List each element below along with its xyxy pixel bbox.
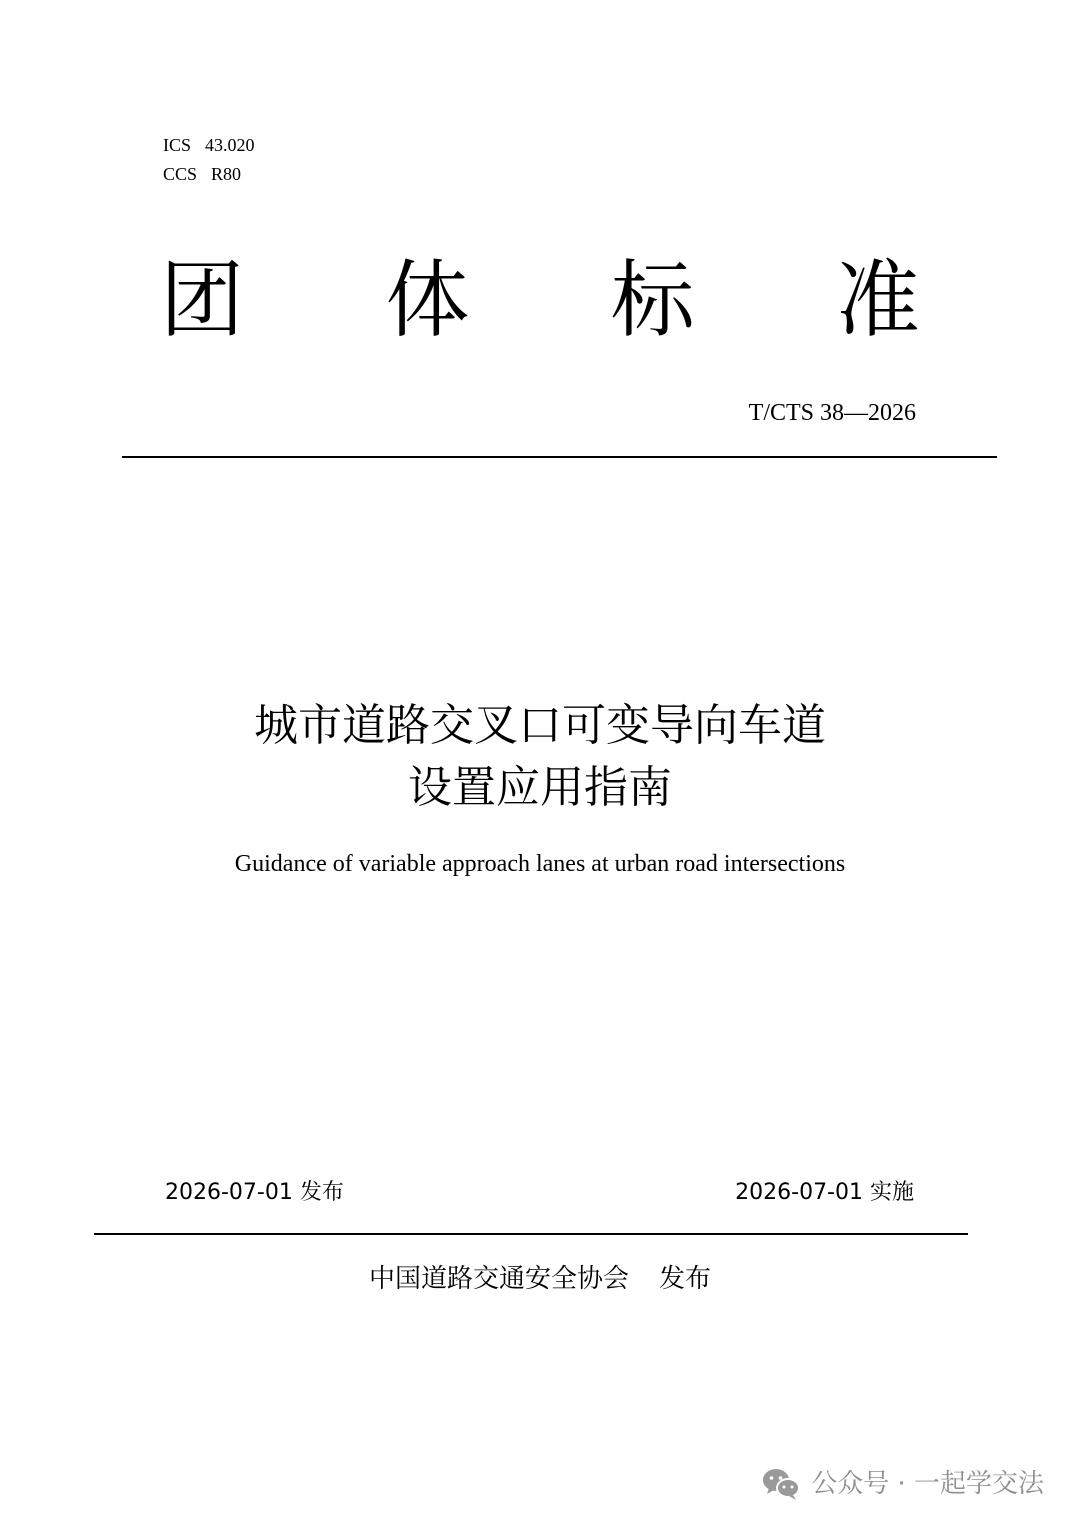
ccs-code (163, 163, 241, 185)
title-char-2: 体 (385, 251, 470, 349)
implementation-date: 2026-07-01 实施 (735, 1180, 914, 1205)
chinese-title-line-1: 城市道路交叉口可变导向车道 (254, 700, 826, 751)
title-char-3: 标 (610, 251, 695, 349)
publisher-action: 发布 (659, 1264, 712, 1294)
ics-code (163, 134, 255, 156)
ics-label: ICS (163, 135, 192, 155)
publisher-line (0, 1262, 1080, 1296)
ccs-value: R80 (211, 164, 242, 184)
ics-value: 43.020 (205, 135, 255, 155)
english-title: Guidance of variable approach lanes at urban road intersections (234, 851, 846, 877)
wechat-icon (761, 1467, 801, 1501)
standard-number: T/CTS 38—2026 (748, 400, 916, 426)
title-char-1: 团 (160, 251, 245, 349)
header-divider (122, 456, 997, 458)
release-date: 2026-07-01 发布 (165, 1180, 344, 1205)
ccs-label: CCS (163, 164, 198, 184)
title-char-4: 准 (835, 251, 920, 349)
standard-type-title (160, 250, 920, 350)
footer-divider (94, 1233, 968, 1235)
watermark (761, 1462, 1044, 1506)
chinese-title-line-2: 设置应用指南 (408, 762, 672, 813)
watermark-text: 公众号 · 一起学交法 (811, 1469, 1044, 1499)
publisher-name: 中国道路交通安全协会 (368, 1264, 629, 1294)
